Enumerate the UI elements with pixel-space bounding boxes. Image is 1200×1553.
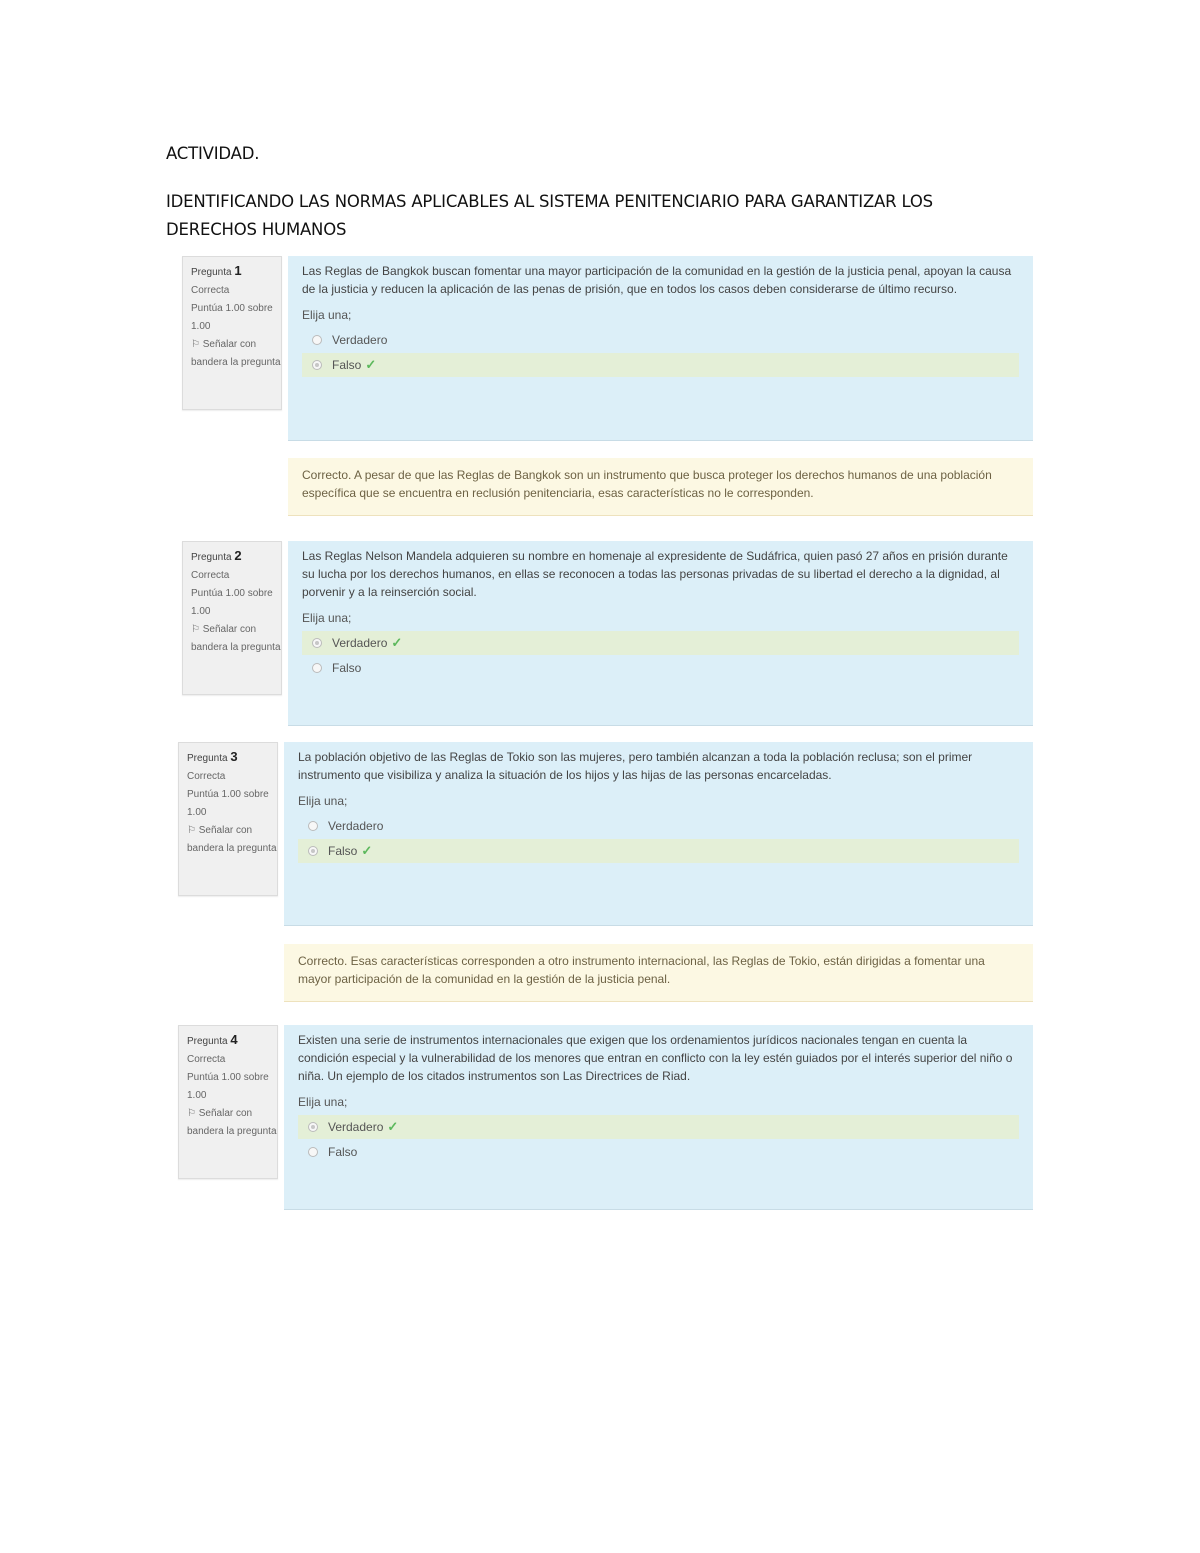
flag-question-link[interactable] [187, 822, 277, 858]
radio-button[interactable] [312, 663, 322, 673]
option-label: Verdadero [328, 819, 384, 833]
answer-prompt: Elija una; [302, 308, 352, 322]
radio-button-checked[interactable] [312, 360, 322, 370]
option-label: Falso [332, 661, 362, 675]
activity-label: ACTIVIDAD. [166, 144, 260, 163]
question-number: 4 [230, 1032, 238, 1047]
question-content [288, 541, 1033, 726]
radio-button-checked[interactable] [308, 1122, 318, 1132]
question-content [284, 1025, 1033, 1210]
answer-option-selected[interactable] [302, 631, 1019, 655]
answer-prompt: Elija una; [298, 1095, 348, 1109]
question-number: 2 [234, 548, 242, 563]
question-score: Puntúa 1.00 sobre 1.00 [187, 1072, 269, 1101]
question-number: 3 [230, 749, 238, 764]
check-icon: ✓ [387, 1119, 399, 1134]
question-text: Las Reglas de Bangkok buscan fomentar una mayor participación de la comunidad en la gestión de la justicia penal, apoyan la causa de la justicia y reducen la aplicación de las penas de prisión, que en todos los casos deben considerarse de último recurso. [302, 264, 1012, 296]
flag-label: Señalar con bandera la pregunta [191, 624, 281, 653]
answer-prompt: Elija una; [302, 611, 352, 625]
question-state: Correcta [187, 1054, 226, 1065]
question-state: Correcta [191, 570, 230, 581]
radio-button-checked[interactable] [312, 638, 322, 648]
option-label: Falso [328, 844, 358, 858]
question-info [182, 256, 282, 410]
question-state: Correcta [191, 285, 230, 296]
radio-button[interactable] [308, 1147, 318, 1157]
flag-label: Señalar con bandera la pregunta [187, 1108, 277, 1137]
option-label: Falso [332, 358, 362, 372]
flag-label: Señalar con bandera la pregunta [191, 339, 281, 368]
question-text: Las Reglas Nelson Mandela adquieren su nombre en homenaje al expresidente de Sudáfrica, quien pasó 27 años en prisión durante su lucha por los derechos humanos, en ellas se reconocen a todas las personas privadas de su libertad el derecho a la dignidad, al porvenir y a la reinserción social. [302, 549, 1008, 599]
option-label: Verdadero [332, 333, 388, 347]
flag-icon: ⚐ [191, 624, 200, 635]
flag-icon: ⚐ [191, 339, 200, 350]
question-label: Pregunta [191, 267, 232, 278]
answer-option[interactable] [298, 814, 1019, 838]
question-label: Pregunta [191, 552, 232, 563]
question-content [284, 742, 1033, 926]
option-label: Falso [328, 1145, 358, 1159]
flag-icon: ⚐ [187, 825, 196, 836]
radio-button[interactable] [308, 821, 318, 831]
flag-question-link[interactable] [191, 621, 281, 657]
question-info [178, 1025, 278, 1179]
question-info [182, 541, 282, 695]
check-icon: ✓ [365, 357, 377, 372]
option-label: Verdadero [332, 636, 388, 650]
question-score: Puntúa 1.00 sobre 1.00 [191, 588, 273, 617]
answer-option[interactable] [302, 656, 1019, 680]
answer-option-selected[interactable] [298, 1115, 1019, 1139]
answer-option[interactable] [302, 328, 1019, 352]
question-number: 1 [234, 263, 242, 278]
answer-prompt: Elija una; [298, 794, 348, 808]
feedback-box: Correcto. A pesar de que las Reglas de Bangkok son un instrumento que busca proteger los derechos humanos de una población específica que se encuentra en reclusión penitenciaria, esas características no le corresponden. [288, 458, 1033, 516]
flag-label: Señalar con bandera la pregunta [187, 825, 277, 854]
question-info [178, 742, 278, 896]
question-text: Existen una serie de instrumentos internacionales que exigen que los ordenamientos jurídicos nacionales tengan en cuenta la condición especial y la vulnerabilidad de los menores que entran en conflicto con la ley estén guiados por el interés superior del niño o niña. Un ejemplo de los citados instrumentos son Las Directrices de Riad. [298, 1033, 1013, 1083]
radio-button-checked[interactable] [308, 846, 318, 856]
check-icon: ✓ [361, 843, 373, 858]
question-text: La población objetivo de las Reglas de Tokio son las mujeres, pero también alcanzan a toda la población reclusa; son el primer instrumento que visibiliza y analiza la situación de los hijos y las hijas de las personas encarceladas. [298, 750, 973, 782]
flag-question-link[interactable] [187, 1105, 277, 1141]
question-score: Puntúa 1.00 sobre 1.00 [187, 789, 269, 818]
question-label: Pregunta [187, 1036, 228, 1047]
check-icon: ✓ [391, 635, 403, 650]
question-label: Pregunta [187, 753, 228, 764]
question-content [288, 256, 1033, 441]
answer-option-selected[interactable] [302, 353, 1019, 377]
page-heading: IDENTIFICANDO LAS NORMAS APLICABLES AL SISTEMA PENITENCIARIO PARA GARANTIZAR LOS DERECHOS HUMANOS [166, 192, 933, 239]
radio-button[interactable] [312, 335, 322, 345]
question-score: Puntúa 1.00 sobre 1.00 [191, 303, 273, 332]
option-label: Verdadero [328, 1120, 384, 1134]
question-state: Correcta [187, 771, 226, 782]
flag-question-link[interactable] [191, 336, 281, 372]
feedback-box: Correcto. Esas características corresponden a otro instrumento internacional, las Reglas de Tokio, están dirigidas a fomentar una mayor participación de la comunidad en la gestión de la justicia penal. [284, 944, 1033, 1002]
flag-icon: ⚐ [187, 1108, 196, 1119]
answer-option[interactable] [298, 1140, 1019, 1164]
answer-option-selected[interactable] [298, 839, 1019, 863]
